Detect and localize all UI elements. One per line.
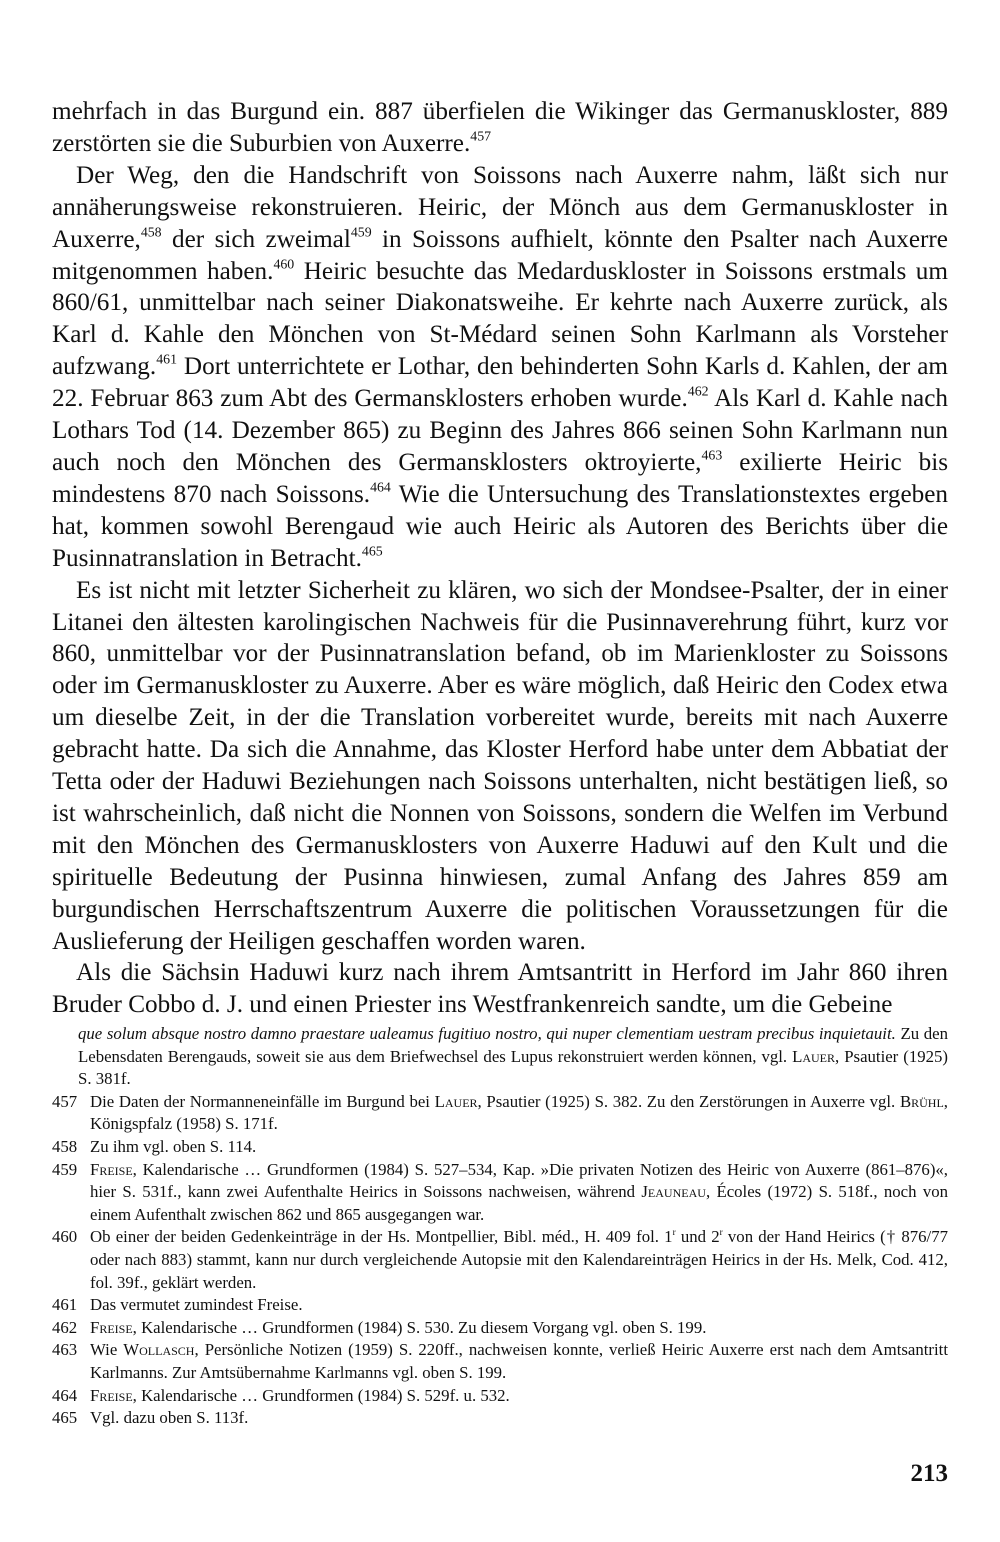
paragraph-manuscript-route	[52, 160, 948, 575]
author-name: Freise	[90, 1159, 133, 1179]
footnote-text: Freise, Kalendarische … Grundformen (1984) S. 529f. u. 532.	[90, 1385, 510, 1405]
footnote-text: Vgl. dazu oben S. 113f.	[90, 1408, 249, 1428]
footnote-ref-461[interactable]: 461	[156, 351, 177, 367]
footnote-ref-463[interactable]: 463	[701, 447, 723, 463]
text-run: mehrfach in das Burgund ein. 887 überfielen die Wikinger das Germanuskloster, 889 zerstörten sie die Suburbien von Auxerre.	[52, 98, 948, 157]
footnote-460	[52, 1226, 948, 1294]
page-number: 213	[910, 1460, 948, 1487]
footnote-number: 459	[52, 1159, 78, 1179]
footnote-ref-458[interactable]: 458	[140, 224, 162, 240]
text-run: Der Weg, den die Handschrift von Soissons nach Auxerre nahm, läßt sich nur annäherungsweise rekonstruieren. Heiric, der Mönch aus dem Germanuskloster in Auxerre,	[52, 161, 948, 253]
footnote-463	[52, 1339, 948, 1384]
footnote-text: Das vermutet zumindest Freise.	[90, 1295, 303, 1315]
author-name: Lauer	[792, 1046, 836, 1066]
latin-quotation: que solum absque nostro damno praestare ualeamus fugitiuo nostro, qui nuper clementiam uestram precibus inquietauit.	[78, 1024, 896, 1043]
footnote-number: 462	[52, 1317, 78, 1337]
footnote-text: Zu ihm vgl. oben S. 114.	[90, 1136, 257, 1156]
footnote-465	[52, 1407, 948, 1430]
footnote-number: 465	[52, 1408, 78, 1428]
footnote-ref-465[interactable]: 465	[361, 543, 383, 559]
paragraph-mondsee-psalter: Es ist nicht mit letzter Sicherheit zu klären, wo sich der Mondsee-Psalter, der in einer Litanei den ältesten karolingischen Nachweis für die Pusinnaverehrung führt, kurz vor 860, unmittelbar vor der Pusinnatranslation befand, ob im Marienkloster zu Soissons oder im Germanuskloster zu Auxerre. Aber es wäre möglich, daß Heiric den Codex etwa um dieselbe Zeit, in der die Translation vorbereitet wurde, bereits mit nach Auxerre gebracht hatte. Da sich die Annahme, das Kloster Herford habe unter dem Abbatiat der Tetta oder der Haduwi Beziehungen nach Soissons unterhalten, nicht bestätigen ließ, so ist wahrscheinlich, daß nicht die Nonnen von Soissons, sondern die Welfen im Verbund mit den Mönchen des Germanusklosters von Auxerre Haduwi auf den Kult und die spirituelle Bedeutung der Pusinna hinwiesen, zumal Anfang des Jahres 859 am burgundischen Herrschaftszentrum Auxerre die politischen Voraussetzungen für die Auslieferung der Heiligen geschaffen worden waren.	[52, 576, 948, 955]
footnote-text: Wie Wollasch, Persönliche Notizen (1959) S. 220ff., nachweisen konnte, verließ Heiric Auxerre erst nach dem Amtsantritt Karlmanns. Zur Amtsübernahme Karlmanns vgl. oben S. 199.	[90, 1340, 948, 1382]
footnote-number: 461	[52, 1295, 78, 1315]
footnote-continuation	[52, 1023, 948, 1091]
main-text	[52, 96, 948, 1021]
footnote-number: 460	[52, 1227, 78, 1247]
footnote-ref-457[interactable]: 457	[470, 128, 492, 144]
footnote-459	[52, 1159, 948, 1227]
footnote-number: 463	[52, 1340, 78, 1360]
footnote-text: Ob einer der beiden Gedenkeinträge in der Hs. Montpellier, Bibl. méd., H. 409 fol. 1$^r$ und 2$^r$ von der Hand Heirics († 876/77 oder nach 883) stammt, kann nur durch vergleichende Autopsie mit den Kalendareinträgen Heirics in der Hs. Melk, Cod. 412, fol. 39f., geklärt werden.	[90, 1227, 948, 1292]
text-run: , Psautier (1925) S. 381f.	[78, 1046, 949, 1089]
footnote-ref-462[interactable]: 462	[687, 383, 709, 399]
footnote-458	[52, 1136, 948, 1159]
footnote-462	[52, 1317, 948, 1340]
author-name: Freise	[90, 1385, 133, 1405]
footnote-ref-459[interactable]: 459	[350, 224, 372, 240]
footnote-ref-460[interactable]: 460	[273, 256, 295, 272]
footnote-text: Die Daten der Normanneneinfälle im Burgund bei Lauer, Psautier (1925) S. 382. Zu den Zerstörungen in Auxerre vgl. Brühl, Königspfalz (1958) S. 171f.	[90, 1091, 948, 1134]
footnote-ref-464[interactable]: 464	[370, 479, 391, 495]
text-run: Wie die Untersuchung des Translationstextes ergeben hat, kommen sowohl Berengaud wie auch Heiric als Autoren des Berichts über die Pusinnatranslation in Betracht.	[52, 480, 948, 572]
footnote-464	[52, 1385, 948, 1408]
author-name: Brühl	[899, 1091, 944, 1111]
footnote-text: Freise, Kalendarische … Grundformen (1984) S. 527–534, Kap. »Die privaten Notizen des Heiric von Auxerre (861–876)«, hier S. 531f., kann zwei Aufenthalte Heirics in Soissons nachweisen, während Jeauneau, Écoles (1972) S. 518f., noch von einem Aufenthalt zwischen 862 und 865 ausgegangen war.	[90, 1159, 948, 1224]
footnote-number: 464	[52, 1385, 78, 1405]
footnotes	[52, 1023, 948, 1430]
author-name: Freise	[90, 1317, 133, 1337]
paragraph-continuation	[52, 96, 948, 160]
footnote-number: 457	[52, 1091, 78, 1111]
paragraph-haduwi: Als die Sächsin Haduwi kurz nach ihrem Amtsantritt in Herford im Jahr 860 ihren Bruder Cobbo d. J. und einen Priester ins Westfrankenreich sandte, um die Gebeine	[52, 959, 948, 1019]
text-run: exilierte Heiric bis mindestens 870 nach Soissons.	[52, 448, 949, 508]
author-name: Wollasch	[123, 1340, 195, 1360]
footnote-461	[52, 1294, 948, 1317]
text-run: Zu den Lebensdaten Berengauds, soweit sie aus dem Briefwechsel des Lupus rekonstruiert werden können, vgl.	[78, 1024, 948, 1066]
author-name: Lauer	[434, 1091, 478, 1111]
text-run: Als Karl d. Kahle nach Lothars Tod (14. Dezember 865) zu Beginn des Jahres 866 seinen Sohn Karlmann nun auch noch den Mönchen des Germansklosters oktroyierte,	[52, 385, 948, 476]
text-run: der sich zweimal	[161, 225, 351, 253]
footnote-number: 458	[52, 1136, 78, 1156]
footnote-457	[52, 1091, 948, 1136]
footnote-text: Freise, Kalendarische … Grundformen (1984) S. 530. Zu diesem Vorgang vgl. oben S. 199.	[90, 1317, 707, 1337]
text-run: Dort unterrichtete er Lothar, den behinderten Sohn Karls d. Kahlen, der am 22. Februar 863 zum Abt des Germansklosters erhoben wurde.	[52, 353, 948, 413]
text-run: in Soissons aufhielt, könnte den Psalter nach Auxerre mitgenommen haben.	[52, 225, 948, 285]
author-name: Jeauneau	[641, 1182, 706, 1202]
text-run: Heiric besuchte das Medarduskloster in Soissons erstmals um 860/61, unmittelbar nach seiner Diakonatsweihe. Er kehrte nach Auxerre zurück, als Karl d. Kahle den Mönchen von St-Médard seinen Sohn Karlmann als Vorsteher aufzwang.	[52, 257, 948, 381]
